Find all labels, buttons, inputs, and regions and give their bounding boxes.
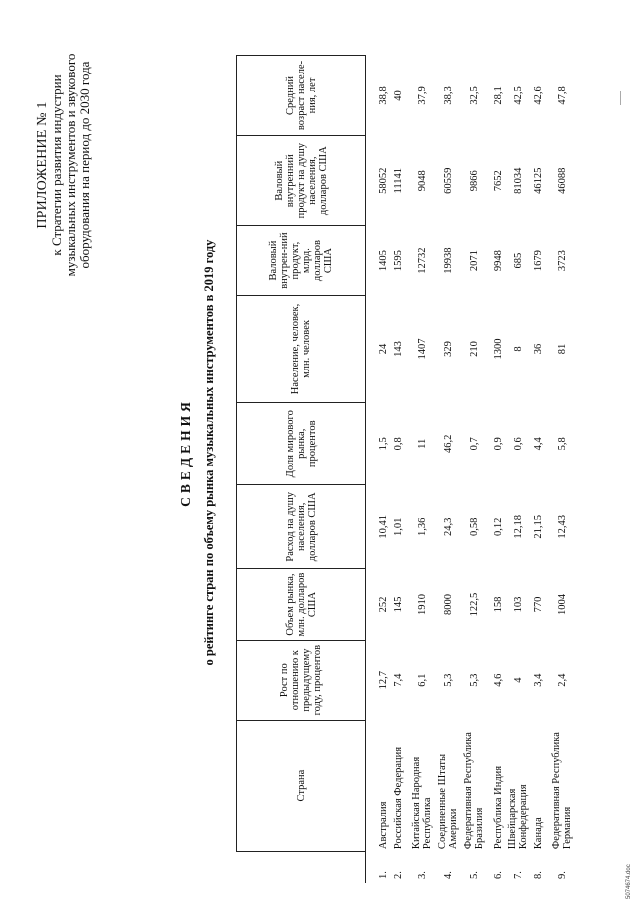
row-growth: 6,1 bbox=[416, 673, 428, 687]
table-row bbox=[389, 56, 407, 884]
country-ranking-table bbox=[236, 55, 577, 883]
row-share: 0,9 bbox=[492, 437, 504, 451]
header-share: Доля мирового рынка, процентов bbox=[237, 403, 366, 485]
row-gdp-per-capita: 60559 bbox=[442, 167, 454, 194]
row-population: 81 bbox=[556, 343, 568, 355]
row-gdp-per-capita: 46088 bbox=[556, 167, 568, 194]
appendix-number: ПРИЛОЖЕНИЕ № 1 bbox=[35, 101, 50, 229]
row-index: 5. bbox=[468, 871, 480, 879]
row-gdp: 1405 bbox=[378, 250, 389, 272]
document-title: СВЕДЕНИЯ bbox=[178, 398, 193, 507]
row-volume: 145 bbox=[392, 596, 404, 613]
row-index: 4. bbox=[442, 871, 454, 879]
row-population: 24 bbox=[378, 343, 389, 355]
row-population: 1407 bbox=[416, 338, 428, 360]
row-index: 6. bbox=[492, 871, 504, 879]
row-population: 329 bbox=[442, 341, 454, 357]
row-index: 9. bbox=[556, 871, 568, 879]
margin-mark bbox=[620, 91, 621, 105]
appendix-line-2: к Стратегии развития индустрии bbox=[49, 74, 64, 256]
row-gdp-per-capita: 7652 bbox=[492, 170, 504, 192]
row-growth: 7,4 bbox=[392, 673, 404, 687]
row-share: 4,4 bbox=[532, 437, 544, 451]
header-country: Страна bbox=[237, 720, 366, 851]
row-median-age: 32,5 bbox=[468, 86, 480, 105]
footer-doc-id: 5074674.doc bbox=[626, 864, 632, 899]
row-volume: 158 bbox=[492, 596, 504, 613]
table-row bbox=[547, 56, 577, 884]
row-volume: 1910 bbox=[416, 594, 428, 616]
row-country: Федеративная Республика Бразилия bbox=[463, 732, 485, 850]
row-growth: 3,4 bbox=[532, 673, 544, 687]
row-country: Швейцарская Конфедерация bbox=[507, 784, 529, 850]
header-population: Население, человек, млн. человек bbox=[237, 295, 366, 403]
row-share: 0,8 bbox=[392, 437, 404, 451]
row-volume: 252 bbox=[378, 596, 389, 613]
header-index bbox=[237, 851, 366, 883]
row-gdp-per-capita: 46125 bbox=[532, 167, 544, 194]
row-per-capita: 0,12 bbox=[492, 517, 504, 536]
header-median-age: Средний возраст населе-ния, лет bbox=[237, 56, 366, 136]
row-index: 7. bbox=[512, 871, 524, 879]
row-per-capita: 1,36 bbox=[416, 517, 428, 536]
row-per-capita: 0,58 bbox=[468, 517, 480, 536]
table-row bbox=[366, 56, 390, 884]
row-gdp-per-capita: 11141 bbox=[392, 167, 404, 194]
row-gdp: 19938 bbox=[442, 247, 454, 274]
row-country: Канада bbox=[532, 817, 544, 850]
row-gdp-per-capita: 9048 bbox=[416, 170, 428, 192]
row-growth: 4 bbox=[512, 677, 524, 683]
table-row bbox=[437, 56, 459, 884]
header-gdp-per-capita: Валовый внутренний продукт на душу населения, долларов США bbox=[237, 135, 366, 226]
row-country: Китайская Народная Республика bbox=[411, 756, 433, 850]
row-per-capita: 24,3 bbox=[442, 517, 454, 536]
row-growth: 4,6 bbox=[492, 673, 504, 687]
row-median-age: 47,8 bbox=[556, 86, 568, 105]
header-per-capita: Расход на душу населения, долларов США bbox=[237, 485, 366, 569]
row-gdp: 1595 bbox=[392, 250, 404, 272]
row-volume: 122,5 bbox=[468, 592, 480, 617]
row-gdp: 9948 bbox=[492, 250, 504, 272]
header-growth: Рост по отношению к предыдущему году, процентов bbox=[237, 640, 366, 720]
row-per-capita: 21,15 bbox=[532, 515, 544, 539]
table-row bbox=[507, 56, 529, 884]
row-share: 5,8 bbox=[556, 437, 568, 451]
appendix-header bbox=[36, 25, 92, 305]
header-volume: Объем рынка, млн. долларов США bbox=[237, 569, 366, 640]
row-gdp: 3723 bbox=[556, 250, 568, 272]
row-country: Соединенные Штаты Америки bbox=[437, 753, 459, 850]
appendix-line-3: музыкальных инструментов и звукового bbox=[63, 53, 78, 277]
row-index: 3. bbox=[416, 871, 428, 879]
row-per-capita: 12,43 bbox=[556, 515, 568, 539]
row-population: 8 bbox=[512, 346, 524, 352]
table-row bbox=[529, 56, 547, 884]
row-share: 0,6 bbox=[512, 437, 524, 451]
row-share: 46,2 bbox=[442, 434, 454, 453]
row-growth: 2,4 bbox=[556, 673, 568, 687]
row-gdp: 2071 bbox=[468, 250, 480, 272]
row-gdp: 1679 bbox=[532, 250, 544, 272]
row-volume: 103 bbox=[512, 596, 524, 613]
row-index: 8. bbox=[532, 871, 544, 879]
table-row bbox=[489, 56, 507, 884]
row-population: 210 bbox=[468, 341, 480, 357]
row-gdp-per-capita: 9866 bbox=[468, 170, 480, 192]
row-gdp-per-capita: 81034 bbox=[512, 167, 524, 194]
header-gdp: Валовый внутрен-ний продукт, млрд. долларов США bbox=[237, 226, 366, 295]
row-index: 1. bbox=[378, 871, 389, 879]
row-country: Республика Индия bbox=[492, 765, 504, 850]
document-subtitle: о рейтинге стран по объему рынка музыкальных инструментов в 2019 году bbox=[202, 239, 216, 666]
row-population: 1300 bbox=[492, 338, 504, 360]
row-population: 143 bbox=[392, 341, 404, 357]
row-share: 1,5 bbox=[378, 437, 389, 451]
row-per-capita: 10,41 bbox=[378, 515, 389, 539]
row-volume: 770 bbox=[532, 596, 544, 613]
row-gdp: 12732 bbox=[416, 247, 428, 274]
row-share: 11 bbox=[416, 438, 428, 449]
row-median-age: 38,8 bbox=[378, 86, 389, 105]
row-per-capita: 1,01 bbox=[392, 517, 404, 536]
row-median-age: 42,5 bbox=[512, 86, 524, 105]
row-country: Австралия bbox=[378, 801, 389, 850]
row-country: Федеративная Республика Германия bbox=[551, 732, 573, 850]
row-volume: 1004 bbox=[556, 594, 568, 616]
row-growth: 5,3 bbox=[468, 673, 480, 687]
row-median-age: 28,1 bbox=[492, 86, 504, 105]
row-growth: 12,7 bbox=[378, 670, 389, 690]
row-median-age: 40 bbox=[392, 90, 404, 101]
row-index: 2. bbox=[392, 871, 404, 879]
row-per-capita: 12,18 bbox=[512, 515, 524, 539]
row-median-age: 37,9 bbox=[416, 86, 428, 105]
row-population: 36 bbox=[532, 343, 544, 355]
table-row bbox=[407, 56, 437, 884]
table-header-row bbox=[237, 56, 366, 884]
table-row bbox=[459, 56, 489, 884]
row-median-age: 42,6 bbox=[532, 86, 544, 105]
appendix-line-4: оборудования на период до 2030 года bbox=[77, 61, 92, 269]
row-growth: 5,3 bbox=[442, 673, 454, 687]
row-median-age: 38,3 bbox=[442, 86, 454, 105]
row-country: Российская Федерация bbox=[392, 746, 404, 850]
row-gdp: 685 bbox=[512, 252, 524, 269]
row-volume: 8000 bbox=[442, 594, 454, 616]
row-share: 0,7 bbox=[468, 437, 480, 451]
row-gdp-per-capita: 58052 bbox=[378, 167, 389, 194]
